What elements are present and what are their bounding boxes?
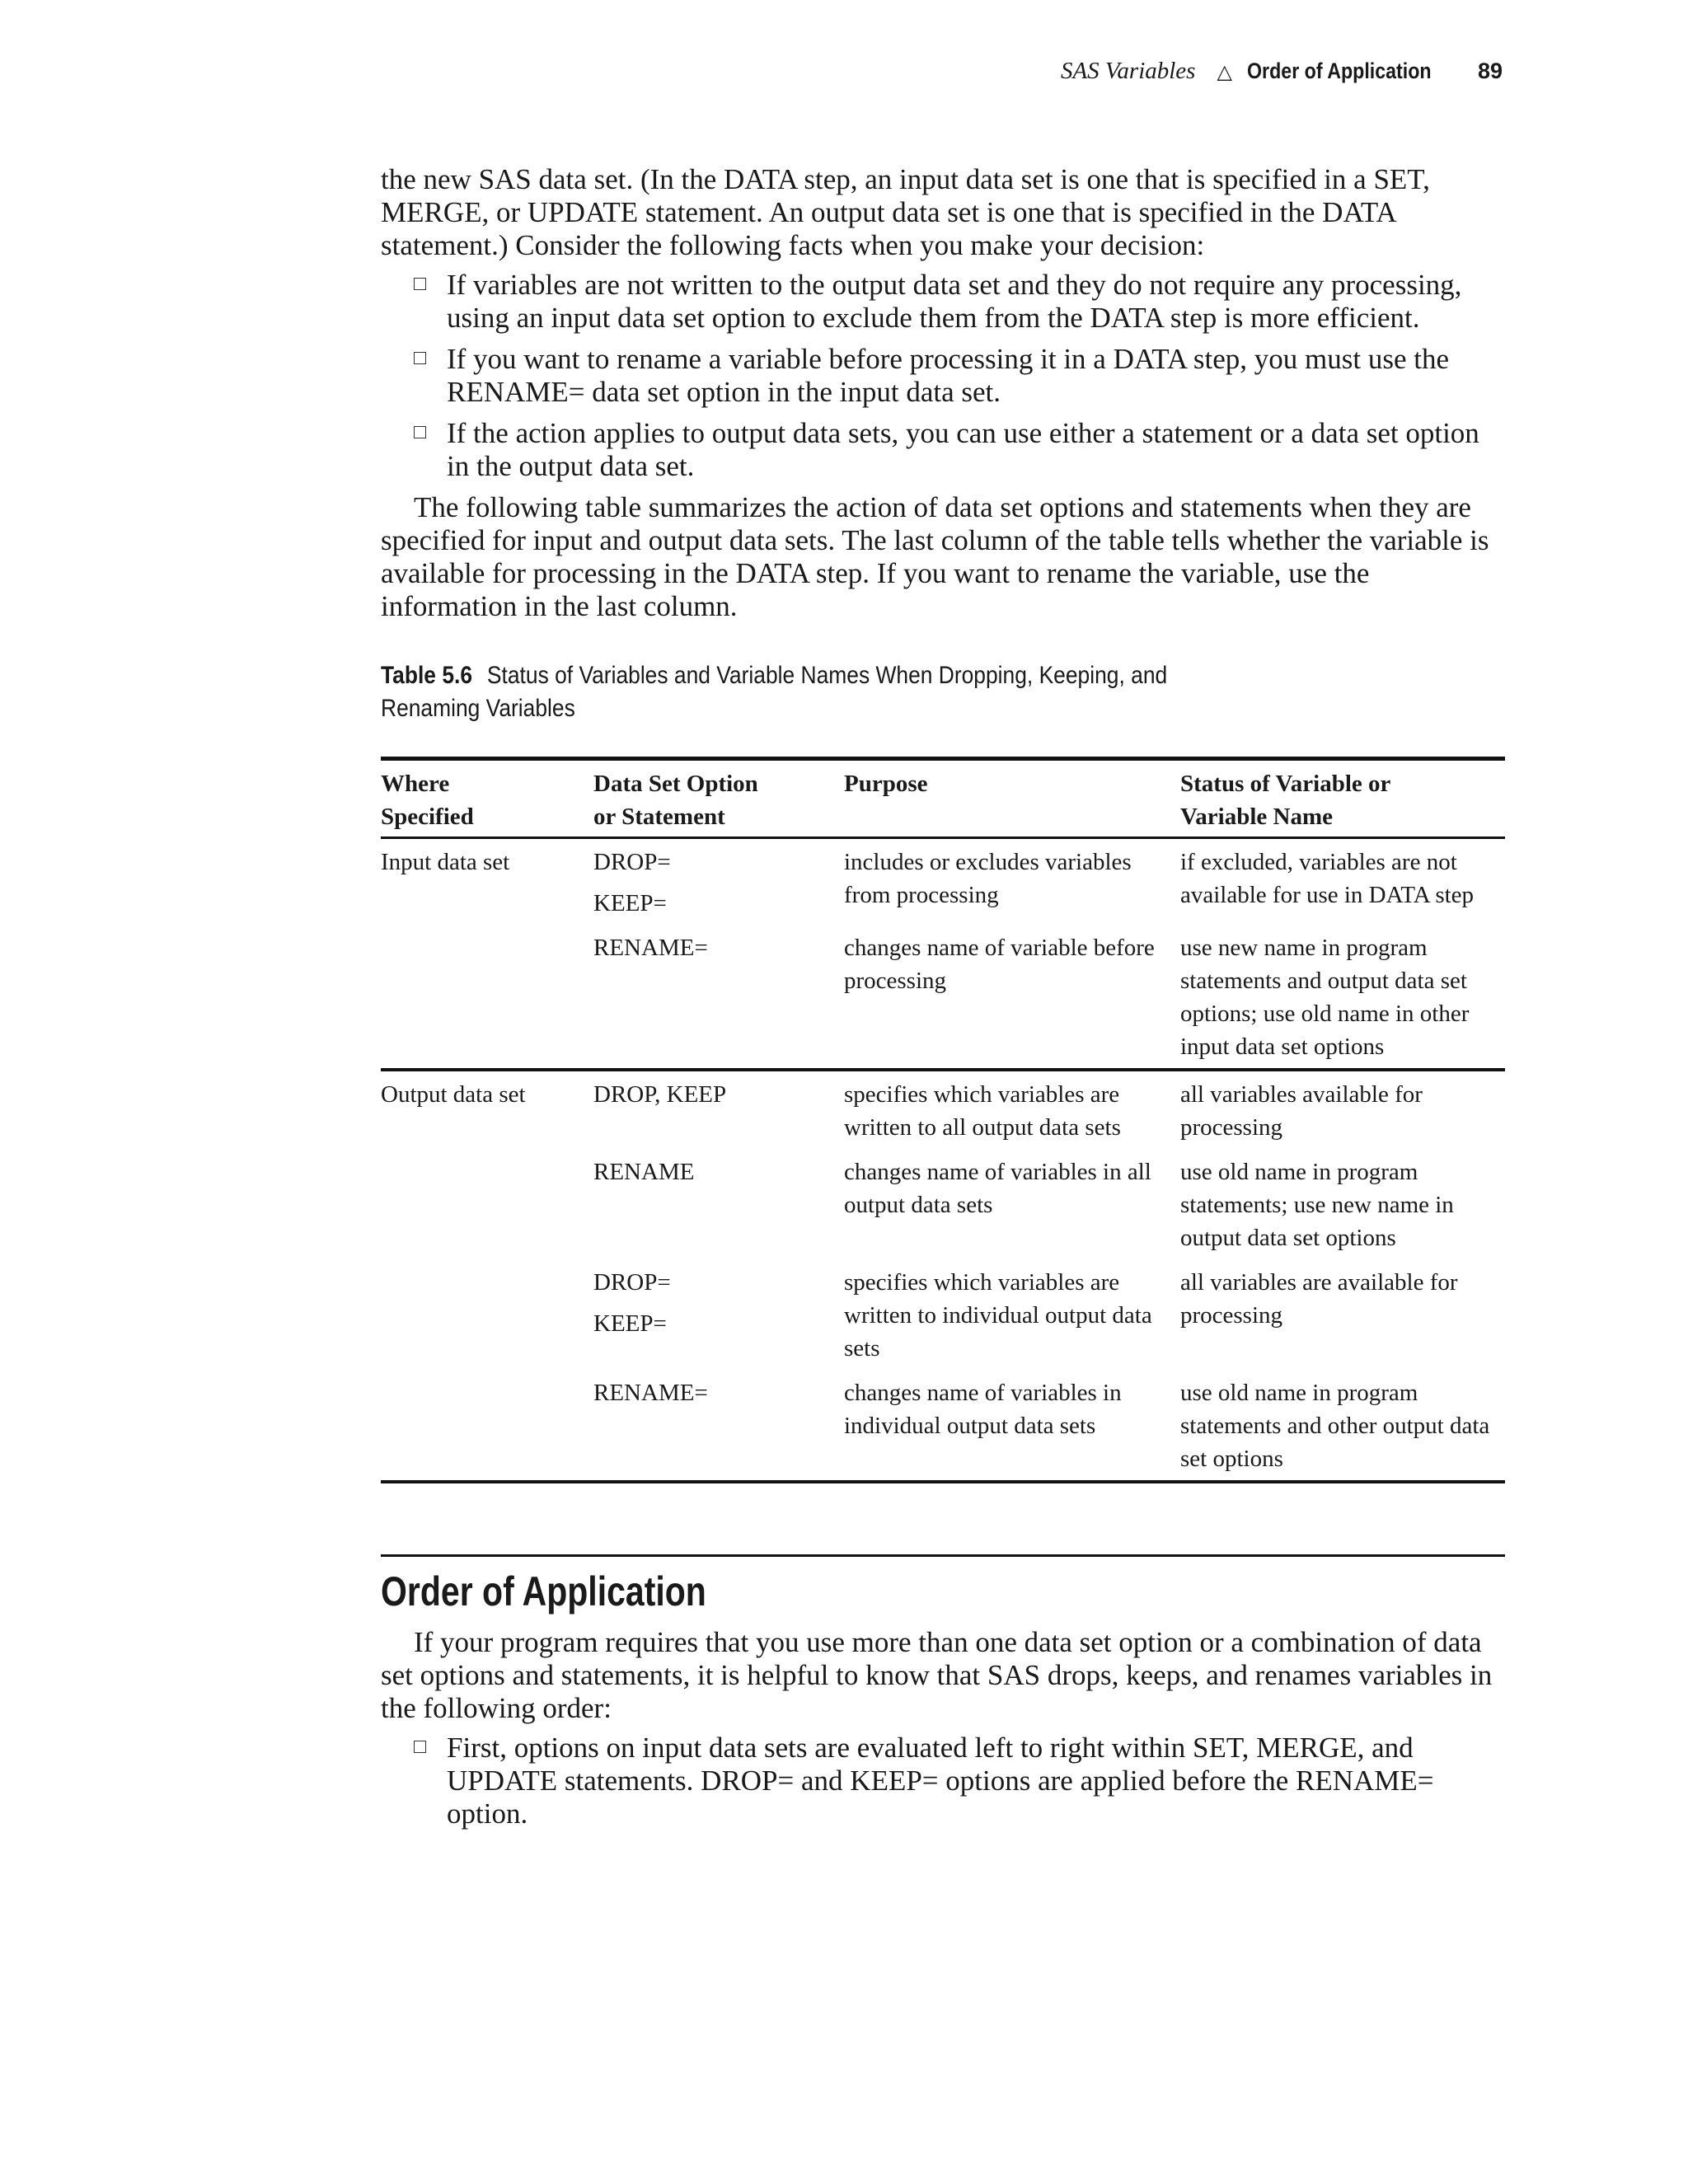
- table-caption: [381, 659, 1207, 725]
- table-row: [381, 1070, 1505, 1144]
- running-header-title: Order of Application: [1246, 59, 1432, 83]
- list-item-text: If the action applies to output data sets, you can use either a statement or a data set option in the output data set.: [447, 417, 1479, 482]
- purpose-cell: specifies which variables are written to individual output data sets: [844, 1269, 1152, 1361]
- intro-paragraph: the new SAS data set. (In the DATA step, an input data set is one that is specified in a SET, MERGE, or UPDATE statement. An output data set is one that is specified in the DATA statement.) Consider the following facts when you make your decision:: [381, 163, 1430, 261]
- running-header: [1061, 58, 1503, 85]
- table-caption-label: Table 5.6: [381, 662, 473, 689]
- checkbox-bullet-icon: [414, 278, 426, 290]
- list-item: [381, 269, 1502, 335]
- table-row: [381, 1144, 1505, 1254]
- table-row: [381, 1254, 1505, 1365]
- section-divider: [381, 1554, 1505, 1557]
- purpose-cell: changes name of variable before processing: [844, 935, 1155, 994]
- purpose-cell: specifies which variables are written to all output data sets: [844, 1081, 1121, 1141]
- option-cell: DROP= KEEP=: [593, 849, 671, 916]
- page-content: [381, 163, 1502, 1839]
- option-cell: RENAME=: [593, 1380, 708, 1406]
- list-item: [381, 1732, 1502, 1830]
- where-cell: Input data set: [381, 849, 510, 875]
- option-cell: RENAME: [593, 1159, 695, 1185]
- running-header-section: SAS Variables: [1060, 58, 1196, 84]
- purpose-cell: changes name of variables in individual output data sets: [844, 1380, 1122, 1439]
- header-where-specified: Where Specified: [381, 771, 474, 830]
- facts-list: [381, 269, 1502, 483]
- section-paragraph: If your program requires that you use more than one data set option or a combination of data set options and statements, it is helpful to know that SAS drops, keeps, and renames variables in the following order:: [381, 1626, 1493, 1724]
- list-item: [381, 343, 1502, 409]
- header-purpose: Purpose: [844, 771, 928, 797]
- checkbox-bullet-icon: [414, 352, 426, 364]
- header-data-set-option: Data Set Option or Statement: [593, 771, 758, 830]
- input-data-set-group: [381, 838, 1505, 1071]
- header-status: Status of Variable or Variable Name: [1180, 771, 1391, 830]
- section-heading: Order of Application: [381, 1568, 706, 1615]
- table-row: [381, 1365, 1505, 1482]
- purpose-cell: changes name of variables in all output data sets: [844, 1159, 1151, 1218]
- option-cell: RENAME=: [593, 935, 708, 961]
- page-number: 89: [1477, 59, 1503, 83]
- list-item: [381, 417, 1502, 483]
- status-cell: use old name in program statements and other output data set options: [1180, 1380, 1490, 1472]
- list-item-text: If you want to rename a variable before processing it in a DATA step, you must use the RENAME= data set option in the input data set.: [447, 343, 1450, 408]
- output-data-set-group: [381, 1070, 1505, 1482]
- order-list: [381, 1732, 1502, 1830]
- purpose-cell: includes or excludes variables from processing: [844, 849, 1132, 908]
- summary-paragraph: The following table summarizes the action of data set options and statements when they are specified for input and output data sets. The last column of the table tells whether the variable is available for processing in the DATA step. If you want to rename the variable, use the information in the last column.: [381, 491, 1489, 622]
- triangle-separator-icon: △: [1217, 60, 1232, 83]
- where-cell: Output data set: [381, 1081, 526, 1108]
- table-header-row: [381, 759, 1505, 838]
- variable-status-table: [381, 757, 1505, 1483]
- option-cell: DROP, KEEP: [593, 1081, 727, 1108]
- list-item-text: If variables are not written to the output data set and they do not require any processing, using an input data set option to exclude them from the DATA step is more efficient.: [447, 269, 1462, 334]
- status-cell: if excluded, variables are not available for use in DATA step: [1180, 849, 1475, 908]
- status-cell: use old name in program statements; use new name in output data set options: [1180, 1159, 1454, 1251]
- checkbox-bullet-icon: [414, 426, 426, 438]
- table-row: [381, 838, 1505, 921]
- status-cell: use new name in program statements and output data set options; use old name in other input data set options: [1180, 935, 1470, 1060]
- checkbox-bullet-icon: [414, 1741, 426, 1753]
- status-cell: all variables are available for processing: [1180, 1269, 1458, 1329]
- table-row: [381, 920, 1505, 1070]
- table-caption-text: Status of Variables and Variable Names When Dropping, Keeping, and Renaming Variables: [381, 662, 1168, 722]
- option-cell: DROP= KEEP=: [593, 1269, 671, 1337]
- list-item-text: First, options on input data sets are evaluated left to right within SET, MERGE, and UPDATE statements. DROP= and KEEP= options are applied before the RENAME= option.: [447, 1732, 1434, 1830]
- status-cell: all variables available for processing: [1180, 1081, 1423, 1141]
